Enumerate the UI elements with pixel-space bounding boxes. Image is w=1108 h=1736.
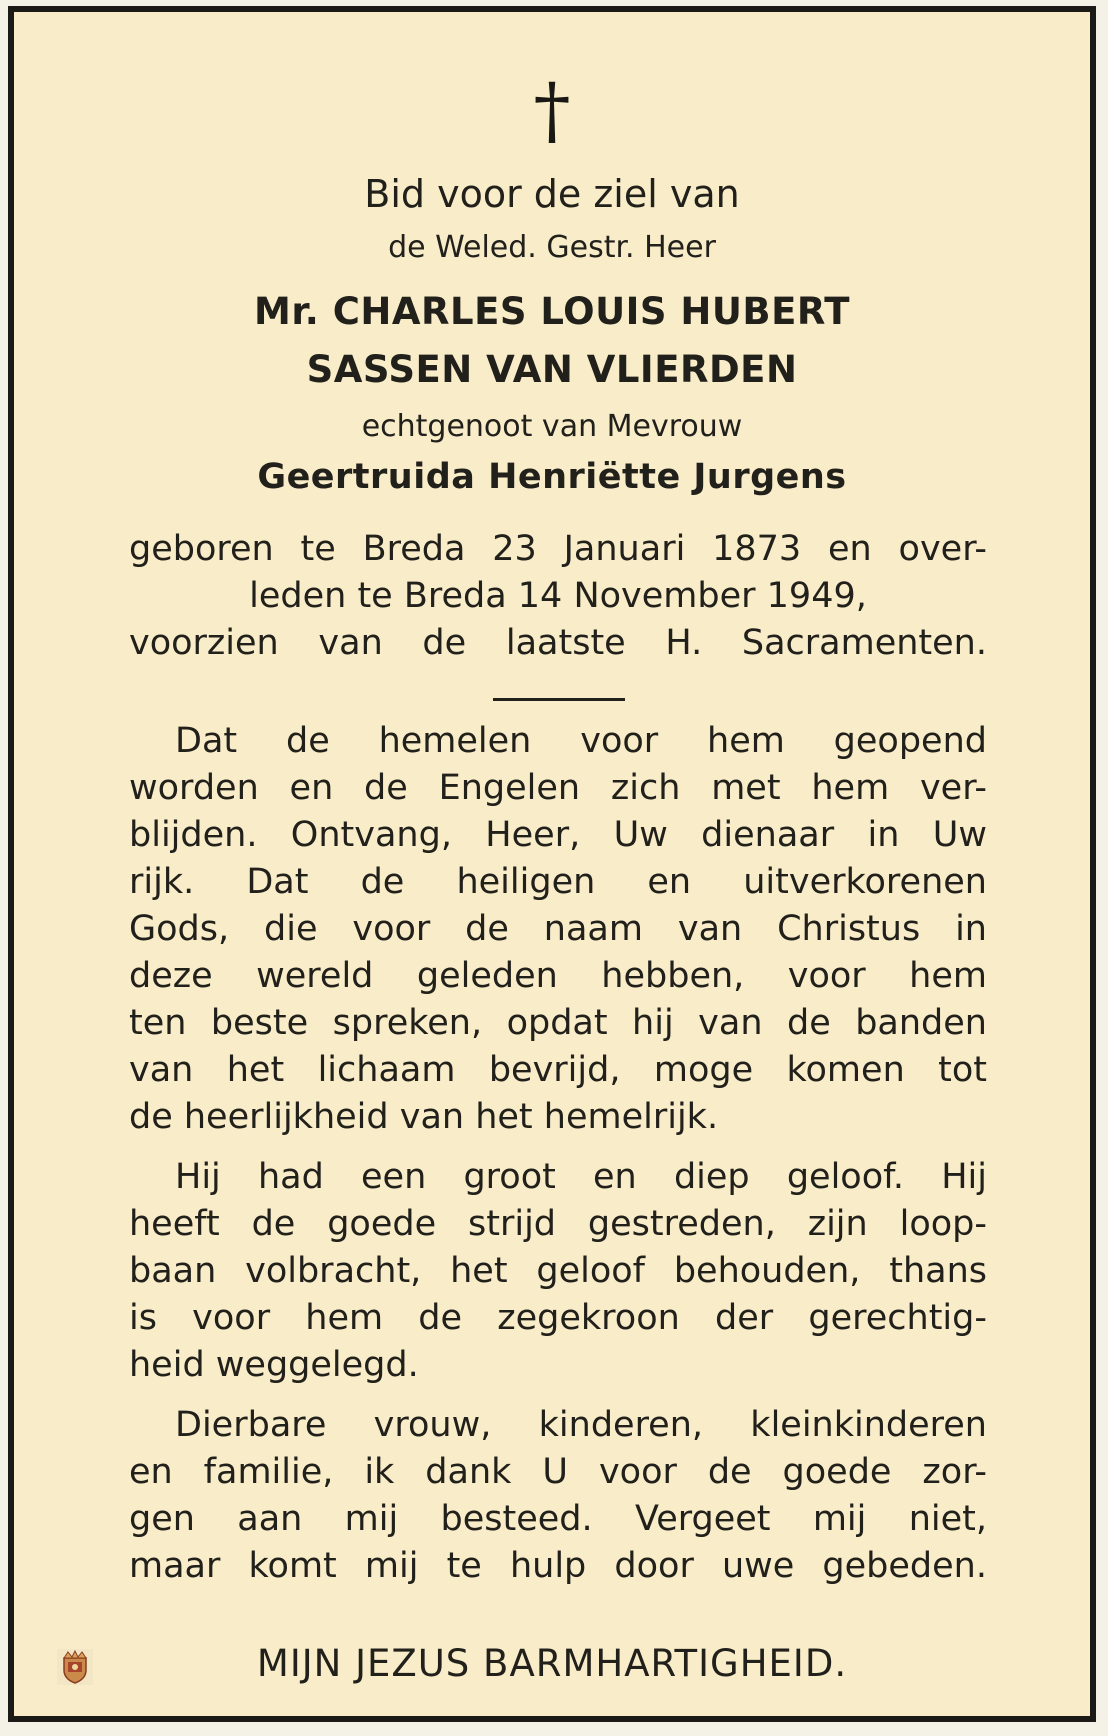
- sacraments-line: voorzien van de laatste H. Sacramenten.: [129, 623, 987, 663]
- prayer-intro: Bid voor de ziel van: [364, 172, 740, 216]
- text-line: maar komt mij te hulp door uwe gebeden.: [129, 1546, 987, 1586]
- text-line: blijden. Ontvang, Heer, Uw dienaar in Uw: [129, 815, 987, 855]
- divider: [493, 698, 625, 701]
- text-line: Gods, die voor de naam van Christus in: [129, 909, 987, 949]
- text-line: en familie, ik dank U voor de goede zor-: [129, 1452, 987, 1492]
- text-line: gen aan mij besteed. Vergeet mij niet,: [129, 1499, 987, 1539]
- death-line: leden te Breda 14 November 1949,: [249, 576, 867, 616]
- text-line: ten beste spreken, opdat hij van de banden: [129, 1003, 987, 1043]
- text-line: heid weggelegd.: [129, 1345, 419, 1385]
- prayer-paragraph-3: [129, 1402, 987, 1590]
- text-line: is voor hem de zegekroon der gerechtig-: [129, 1298, 987, 1338]
- text-line: Dat de hemelen voor hem geopend: [175, 721, 987, 761]
- text-line: worden en de Engelen zich met hem ver-: [129, 768, 987, 808]
- spouse-intro: echtgenoot van Mevrouw: [361, 409, 743, 444]
- text-line: baan volbracht, het geloof behouden, thans: [129, 1251, 987, 1291]
- honorific: de Weled. Gestr. Heer: [388, 230, 716, 265]
- text-line: heeft de goede strijd gestreden, zijn loop-: [129, 1204, 987, 1244]
- coat-of-arms-icon: [56, 1648, 94, 1686]
- prayer-paragraph-1: [129, 718, 987, 1141]
- text-line: rijk. Dat de heiligen en uitverkorenen: [129, 862, 987, 902]
- birth-death-details: [129, 526, 987, 667]
- text-line: Dierbare vrouw, kinderen, kleinkinderen: [175, 1405, 987, 1445]
- text-line: de heerlijkheid van het hemelrijk.: [129, 1097, 719, 1137]
- prayer-paragraph-2: [129, 1154, 987, 1389]
- spouse-name: Geertruida Henriëtte Jurgens: [257, 457, 847, 497]
- memorial-card: [8, 6, 1096, 1722]
- text-line: van het lichaam bevrijd, moge komen tot: [129, 1050, 987, 1090]
- closing-invocation: MIJN JEZUS BARMHARTIGHEID.: [256, 1642, 848, 1685]
- deceased-name-line-1: Mr. CHARLES LOUIS HUBERT: [254, 290, 850, 333]
- birth-line: geboren te Breda 23 Januari 1873 en over-: [129, 529, 987, 569]
- deceased-name-line-2: SASSEN VAN VLIERDEN: [306, 348, 798, 391]
- cross-icon: †: [533, 68, 571, 154]
- text-line: deze wereld geleden hebben, voor hem: [129, 956, 987, 996]
- text-line: Hij had een groot en diep geloof. Hij: [175, 1157, 987, 1197]
